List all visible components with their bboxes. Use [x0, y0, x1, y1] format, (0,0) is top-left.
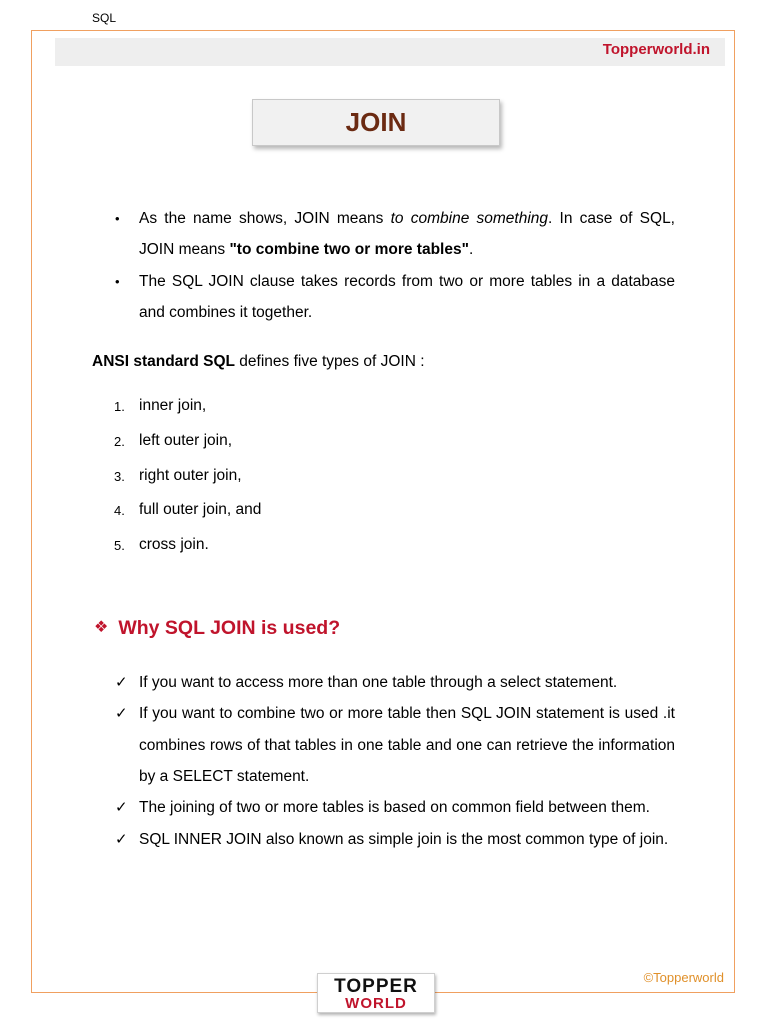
reason-text: If you want to combine two or more table then SQL JOIN statement is used .it combines rows of that tables in one table and one can retrieve the information by a SELECT statement. [139, 705, 675, 786]
running-head: SQL [92, 11, 117, 25]
list-number: 5. [114, 538, 125, 554]
bullet-italic-text: to combine something [390, 210, 549, 227]
reason-text: If you want to access more than one table through a select statement. [139, 674, 618, 692]
check-icon: ✓ [115, 830, 128, 848]
reasons-list [92, 667, 675, 855]
list-item [92, 266, 675, 328]
list-item-label: full outer join, and [139, 501, 262, 519]
list-number: 4. [114, 503, 125, 519]
list-item [92, 203, 675, 265]
section-heading-text: Why SQL JOIN is used? [118, 617, 341, 640]
join-types-list [92, 394, 675, 557]
bullet-icon: • [115, 274, 120, 289]
list-item-label: inner join, [139, 397, 207, 414]
check-icon: ✓ [115, 799, 128, 817]
main-content [92, 203, 675, 855]
reason-text: SQL INNER JOIN also known as simple join is the most common type of join. [139, 830, 669, 848]
diamond-icon: ❖ [94, 619, 109, 637]
list-item [92, 464, 675, 488]
bullet-text: . In case of SQL, JOIN means [139, 210, 675, 258]
list-item-label: left outer join, [139, 431, 233, 449]
ansi-text: defines five types of JOIN : [234, 353, 425, 370]
site-name: Topperworld.in [602, 41, 710, 58]
bullet-text: The SQL JOIN clause takes records from two or more tables in a database and combines it together. [139, 273, 675, 321]
list-item [92, 824, 675, 855]
bullet-icon: • [115, 211, 120, 226]
copyright: ©Topperworld [643, 970, 724, 985]
list-item-label: cross join. [139, 536, 209, 554]
bullet-text: As the name shows, JOIN means [139, 210, 391, 227]
list-item [92, 792, 675, 823]
check-icon: ✓ [115, 705, 128, 723]
list-number: 2. [114, 433, 125, 449]
topperworld-logo [317, 973, 435, 1013]
list-item [92, 498, 675, 522]
list-item [92, 429, 675, 453]
list-item-label: right outer join, [139, 466, 242, 484]
list-item [92, 394, 675, 418]
logo-text-top: TOPPER [334, 976, 418, 997]
title-box [252, 99, 500, 146]
check-icon: ✓ [115, 674, 128, 692]
list-item [92, 533, 675, 557]
list-item [92, 698, 675, 792]
intro-bullet-list [92, 203, 675, 328]
ansi-paragraph [92, 350, 675, 374]
ansi-bold: ANSI standard SQL [92, 353, 235, 370]
logo-text-bottom: WORLD [345, 995, 407, 1012]
bullet-text: . [468, 241, 474, 258]
page-title: JOIN [345, 107, 407, 137]
reason-text: The joining of two or more tables is based on common field between them. [139, 799, 650, 817]
list-number: 1. [114, 399, 125, 414]
section-heading [92, 615, 675, 641]
list-number: 3. [114, 468, 125, 484]
bullet-bold-text: "to combine two or more tables" [229, 241, 469, 258]
list-item [92, 667, 675, 698]
